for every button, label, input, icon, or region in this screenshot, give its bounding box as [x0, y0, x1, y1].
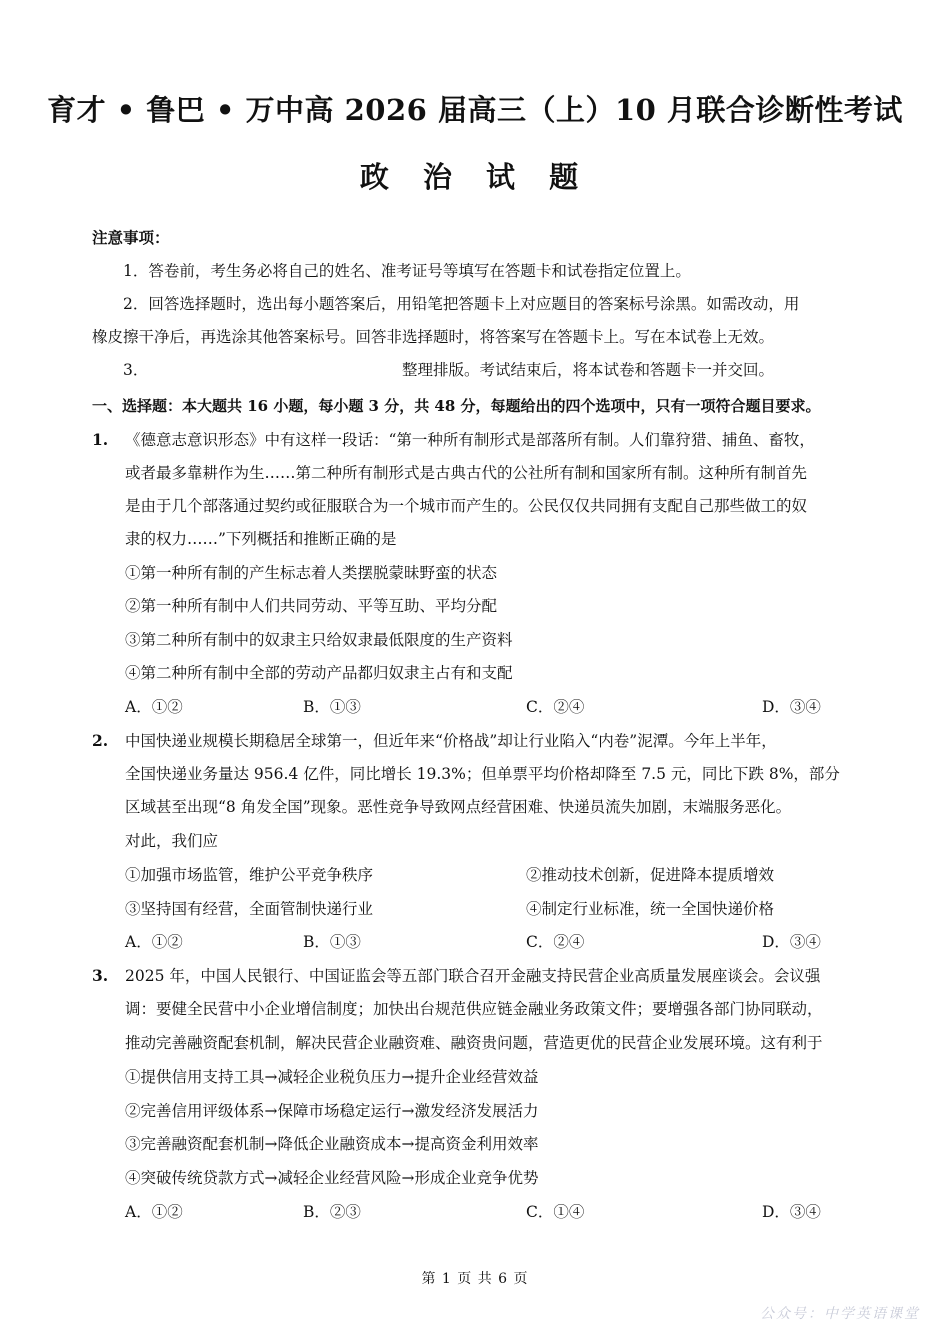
statement: ④第二种所有制中全部的劳动产品都归奴隶主占有和支配 — [125, 664, 513, 682]
statement: ③完善融资配套机制→降低企业融资成本→提高资金利用效率 — [125, 1135, 539, 1153]
question-stem-line: 《德意志意识形态》中有这样一段话：“第一种所有制形式是部落所有制。人们靠狩猎、捕鱼、畜牧， — [125, 431, 815, 449]
option-a: A．①② — [125, 698, 183, 716]
question-stem-line: 区域甚至出现“8 角发全国”现象。恶性竞争导致网点经营困难、快递员流失加剧，末端服务恶化。 — [125, 798, 792, 816]
statement: ④制定行业标准，统一全国快递价格 — [526, 900, 775, 918]
notice-item-3-text: 整理排版。考试结束后，将本试卷和答题卡一并交回。 — [402, 361, 775, 379]
question-stem-line: 隶的权力……”下列概括和推断正确的是 — [125, 530, 397, 548]
question-stem-line: 对此，我们应 — [125, 832, 219, 850]
option-d: D．③④ — [762, 698, 821, 716]
question-stem-line: 是由于几个部落通过契约或征服联合为一个城市而产生的。公民仅仅共同拥有支配自己那些做工的奴 — [125, 497, 808, 515]
exam-title: 育才 • 鲁巴 • 万中高 2026 届高三（上）10 月联合诊断性考试 — [47, 93, 903, 127]
question-number: 1. — [92, 430, 109, 449]
question-stem-line: 推动完善融资配套机制，解决民营企业融资难、融资贵问题，营造更优的民营企业发展环境。这有利于 — [125, 1034, 823, 1052]
page-number: 第 1 页 共 6 页 — [421, 1271, 529, 1287]
option-d: D．③④ — [762, 933, 821, 951]
question-number: 3. — [92, 966, 109, 985]
notice-item-1: 1．答卷前，考生务必将自己的姓名、准考证号等填写在答题卡和试卷指定位置上。 — [123, 262, 691, 280]
option-c: C．①④ — [526, 1203, 585, 1221]
question-number: 2. — [92, 731, 109, 750]
statement: ①第一种所有制的产生标志着人类摆脱蒙昧野蛮的状态 — [125, 564, 498, 582]
notice-heading: 注意事项： — [92, 228, 170, 247]
statement: ②第一种所有制中人们共同劳动、平等互助、平均分配 — [125, 597, 498, 615]
option-c: C．②④ — [526, 698, 585, 716]
subject-title: 政 治 试 题 — [359, 160, 591, 194]
section-1-heading: 一、选择题：本大题共 16 小题，每小题 3 分，共 48 分，每题给出的四个选项中，只有一项符合题目要求。 — [92, 397, 821, 415]
option-b: B．②③ — [303, 1203, 361, 1221]
statement: ①加强市场监管，维护公平竞争秩序 — [125, 866, 374, 884]
statement: ④突破传统贷款方式→减轻企业经营风险→形成企业竞争优势 — [125, 1169, 539, 1187]
statement: ③第二种所有制中的奴隶主只给奴隶最低限度的生产资料 — [125, 631, 513, 649]
question-stem-line: 2025 年，中国人民银行、中国证监会等五部门联合召开金融支持民营企业高质量发展座谈会。会议强 — [125, 967, 821, 985]
statement: ①提供信用支持工具→减轻企业税负压力→提升企业经营效益 — [125, 1068, 539, 1086]
option-d: D．③④ — [762, 1203, 821, 1221]
question-stem-line: 或者最多靠耕作为生……第二种所有制形式是古典古代的公社所有制和国家所有制。这种所有制首先 — [125, 464, 808, 482]
watermark: 公众号：中学英语课堂 — [760, 1306, 920, 1322]
question-stem-line: 全国快递业务量达 956.4 亿件，同比增长 19.3%；但单票平均价格却降至 7.5 元，同比下跌 8%，部分 — [125, 765, 840, 783]
option-c: C．②④ — [526, 933, 585, 951]
statement: ②推动技术创新，促进降本提质增效 — [526, 866, 775, 884]
notice-item-2-line-1: 2．回答选择题时，选出每小题答案后，用铅笔把答题卡上对应题目的答案标号涂黑。如需改动，用 — [123, 295, 800, 313]
option-b: B．①③ — [303, 933, 361, 951]
option-a: A．①② — [125, 933, 183, 951]
option-a: A．①② — [125, 1203, 183, 1221]
notice-item-2-line-2: 橡皮擦干净后，再选涂其他答案标号。回答非选择题时，将答案写在答题卡上。写在本试卷上无效。 — [92, 328, 775, 346]
option-b: B．①③ — [303, 698, 361, 716]
notice-item-3-number: 3． — [123, 361, 149, 379]
question-stem-line: 中国快递业规模长期稳居全球第一，但近年来“价格战”却让行业陷入“内卷”泥潭。今年上半年， — [125, 732, 777, 750]
statement: ②完善信用评级体系→保障市场稳定运行→激发经济发展活力 — [125, 1102, 539, 1120]
question-stem-line: 调：要健全民营中小企业增信制度；加快出台规范供应链金融业务政策文件；要增强各部门协同联动， — [125, 1000, 823, 1018]
statement: ③坚持国有经营，全面管制快递行业 — [125, 900, 374, 918]
